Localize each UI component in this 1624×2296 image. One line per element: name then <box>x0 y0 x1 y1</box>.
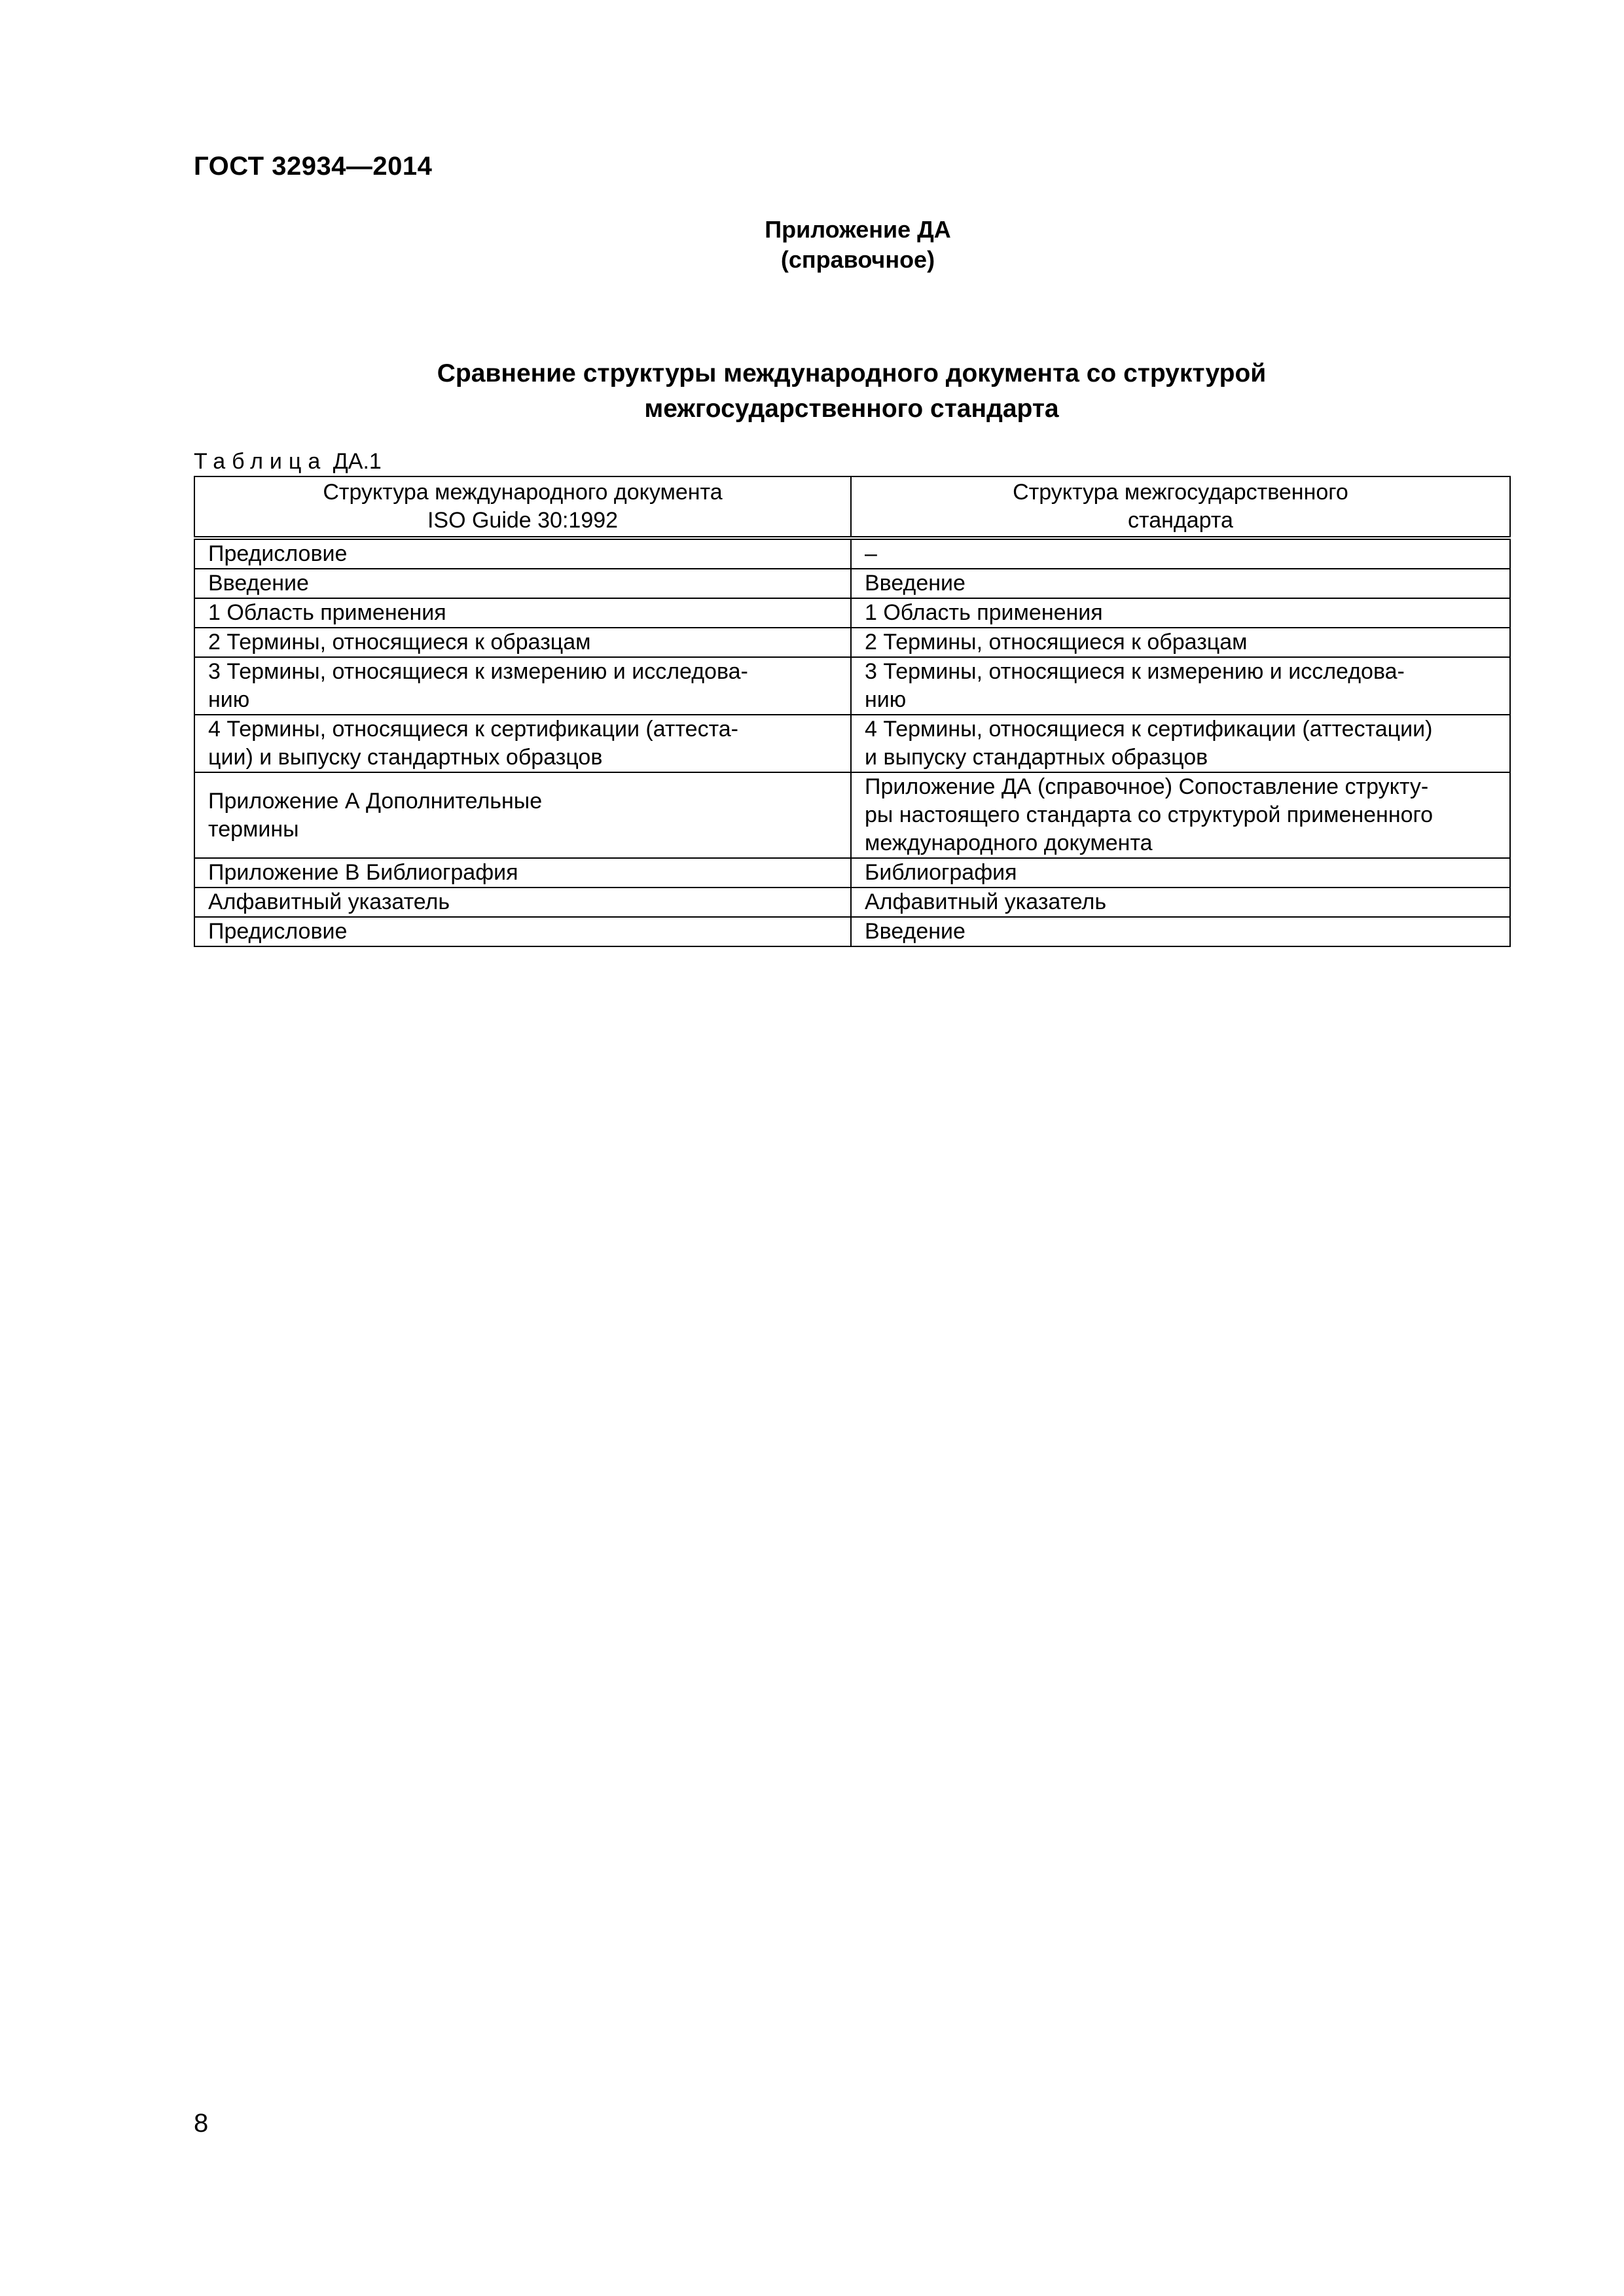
table-row <box>194 657 1510 715</box>
cell-international <box>194 888 851 917</box>
table-body <box>194 538 1510 946</box>
cell-text-line: Приложение ДА (справочное) Сопоставление структу- <box>865 774 1429 799</box>
cell-text-line: нию <box>208 687 250 712</box>
cell-text-line: 2 Термины, относящиеся к образцам <box>208 630 591 655</box>
header-col1-line-2: ISO Guide 30:1992 <box>427 508 619 533</box>
section-title-line-1: Сравнение структуры международного документа со структурой <box>437 359 1267 387</box>
cell-text-line: Алфавитный указатель <box>208 889 450 914</box>
table-header-row <box>194 476 1510 538</box>
cell-text-line: – <box>865 541 877 566</box>
cell-interstate <box>851 628 1510 657</box>
table-row <box>194 628 1510 657</box>
cell-international <box>194 715 851 772</box>
document-id: ГОСТ 32934—2014 <box>194 152 433 181</box>
cell-text-line: 4 Термины, относящиеся к сертификации (аттеста- <box>208 717 739 742</box>
appendix-title: Приложение ДА <box>765 216 951 243</box>
cell-text-line: ции) и выпуску стандартных образцов <box>208 745 603 770</box>
appendix-heading <box>0 215 1624 275</box>
cell-text-line: 3 Термины, относящиеся к измерению и исследова- <box>208 659 748 684</box>
table-caption-word: Таблица <box>194 449 327 474</box>
cell-international <box>194 858 851 888</box>
cell-interstate <box>851 772 1510 858</box>
cell-interstate <box>851 715 1510 772</box>
cell-text-line: Введение <box>865 571 965 596</box>
table-row <box>194 917 1510 946</box>
section-title <box>194 356 1509 427</box>
cell-text-line: Библиография <box>865 860 1017 885</box>
table-row <box>194 538 1510 569</box>
cell-interstate <box>851 569 1510 598</box>
table-caption-number: ДА.1 <box>333 449 382 474</box>
section-title-line-2: межгосударственного стандарта <box>644 395 1059 423</box>
cell-text-line: и выпуску стандартных образцов <box>865 745 1208 770</box>
cell-text-line: 3 Термины, относящиеся к измерению и исследова- <box>865 659 1405 684</box>
cell-interstate <box>851 538 1510 569</box>
table-caption <box>194 448 382 475</box>
cell-text-line: 1 Область применения <box>208 600 446 625</box>
header-interstate-standard <box>851 476 1510 538</box>
cell-international <box>194 538 851 569</box>
table-row <box>194 569 1510 598</box>
cell-international <box>194 598 851 628</box>
header-col1-line-1: Структура международного документа <box>323 480 723 505</box>
cell-text-line: 4 Термины, относящиеся к сертификации (аттестации) <box>865 717 1433 742</box>
cell-international <box>194 569 851 598</box>
table-row <box>194 772 1510 858</box>
cell-interstate <box>851 888 1510 917</box>
cell-international <box>194 772 851 858</box>
header-col2-line-2: стандарта <box>1128 508 1233 533</box>
cell-text-line: Алфавитный указатель <box>865 889 1107 914</box>
cell-text-line: Приложение А Дополнительные <box>208 788 543 814</box>
structure-comparison-table <box>194 476 1511 947</box>
cell-text-line: Предисловие <box>208 541 348 566</box>
cell-text-line: международного документа <box>865 831 1153 855</box>
cell-text-line: нию <box>865 687 907 712</box>
cell-text-line: Предисловие <box>208 919 348 944</box>
table-row <box>194 715 1510 772</box>
cell-text-line: 2 Термины, относящиеся к образцам <box>865 630 1248 655</box>
cell-text-line: ры настоящего стандарта со структурой примененного <box>865 802 1434 827</box>
cell-text-line: 1 Область применения <box>865 600 1103 625</box>
cell-text-line: термины <box>208 816 299 842</box>
cell-text-line: Приложение В Библиография <box>208 860 518 885</box>
page-number: 8 <box>194 2109 209 2138</box>
table-row <box>194 598 1510 628</box>
cell-interstate <box>851 598 1510 628</box>
cell-international <box>194 657 851 715</box>
cell-interstate <box>851 858 1510 888</box>
table-row <box>194 858 1510 888</box>
table-row <box>194 888 1510 917</box>
cell-text-line: Введение <box>208 571 309 596</box>
cell-interstate <box>851 917 1510 946</box>
header-international-document <box>194 476 851 538</box>
cell-international <box>194 917 851 946</box>
appendix-status: (справочное) <box>780 246 935 273</box>
cell-interstate <box>851 657 1510 715</box>
header-col2-line-1: Структура межгосударственного <box>1013 480 1348 505</box>
cell-international <box>194 628 851 657</box>
cell-text-line: Введение <box>865 919 965 944</box>
